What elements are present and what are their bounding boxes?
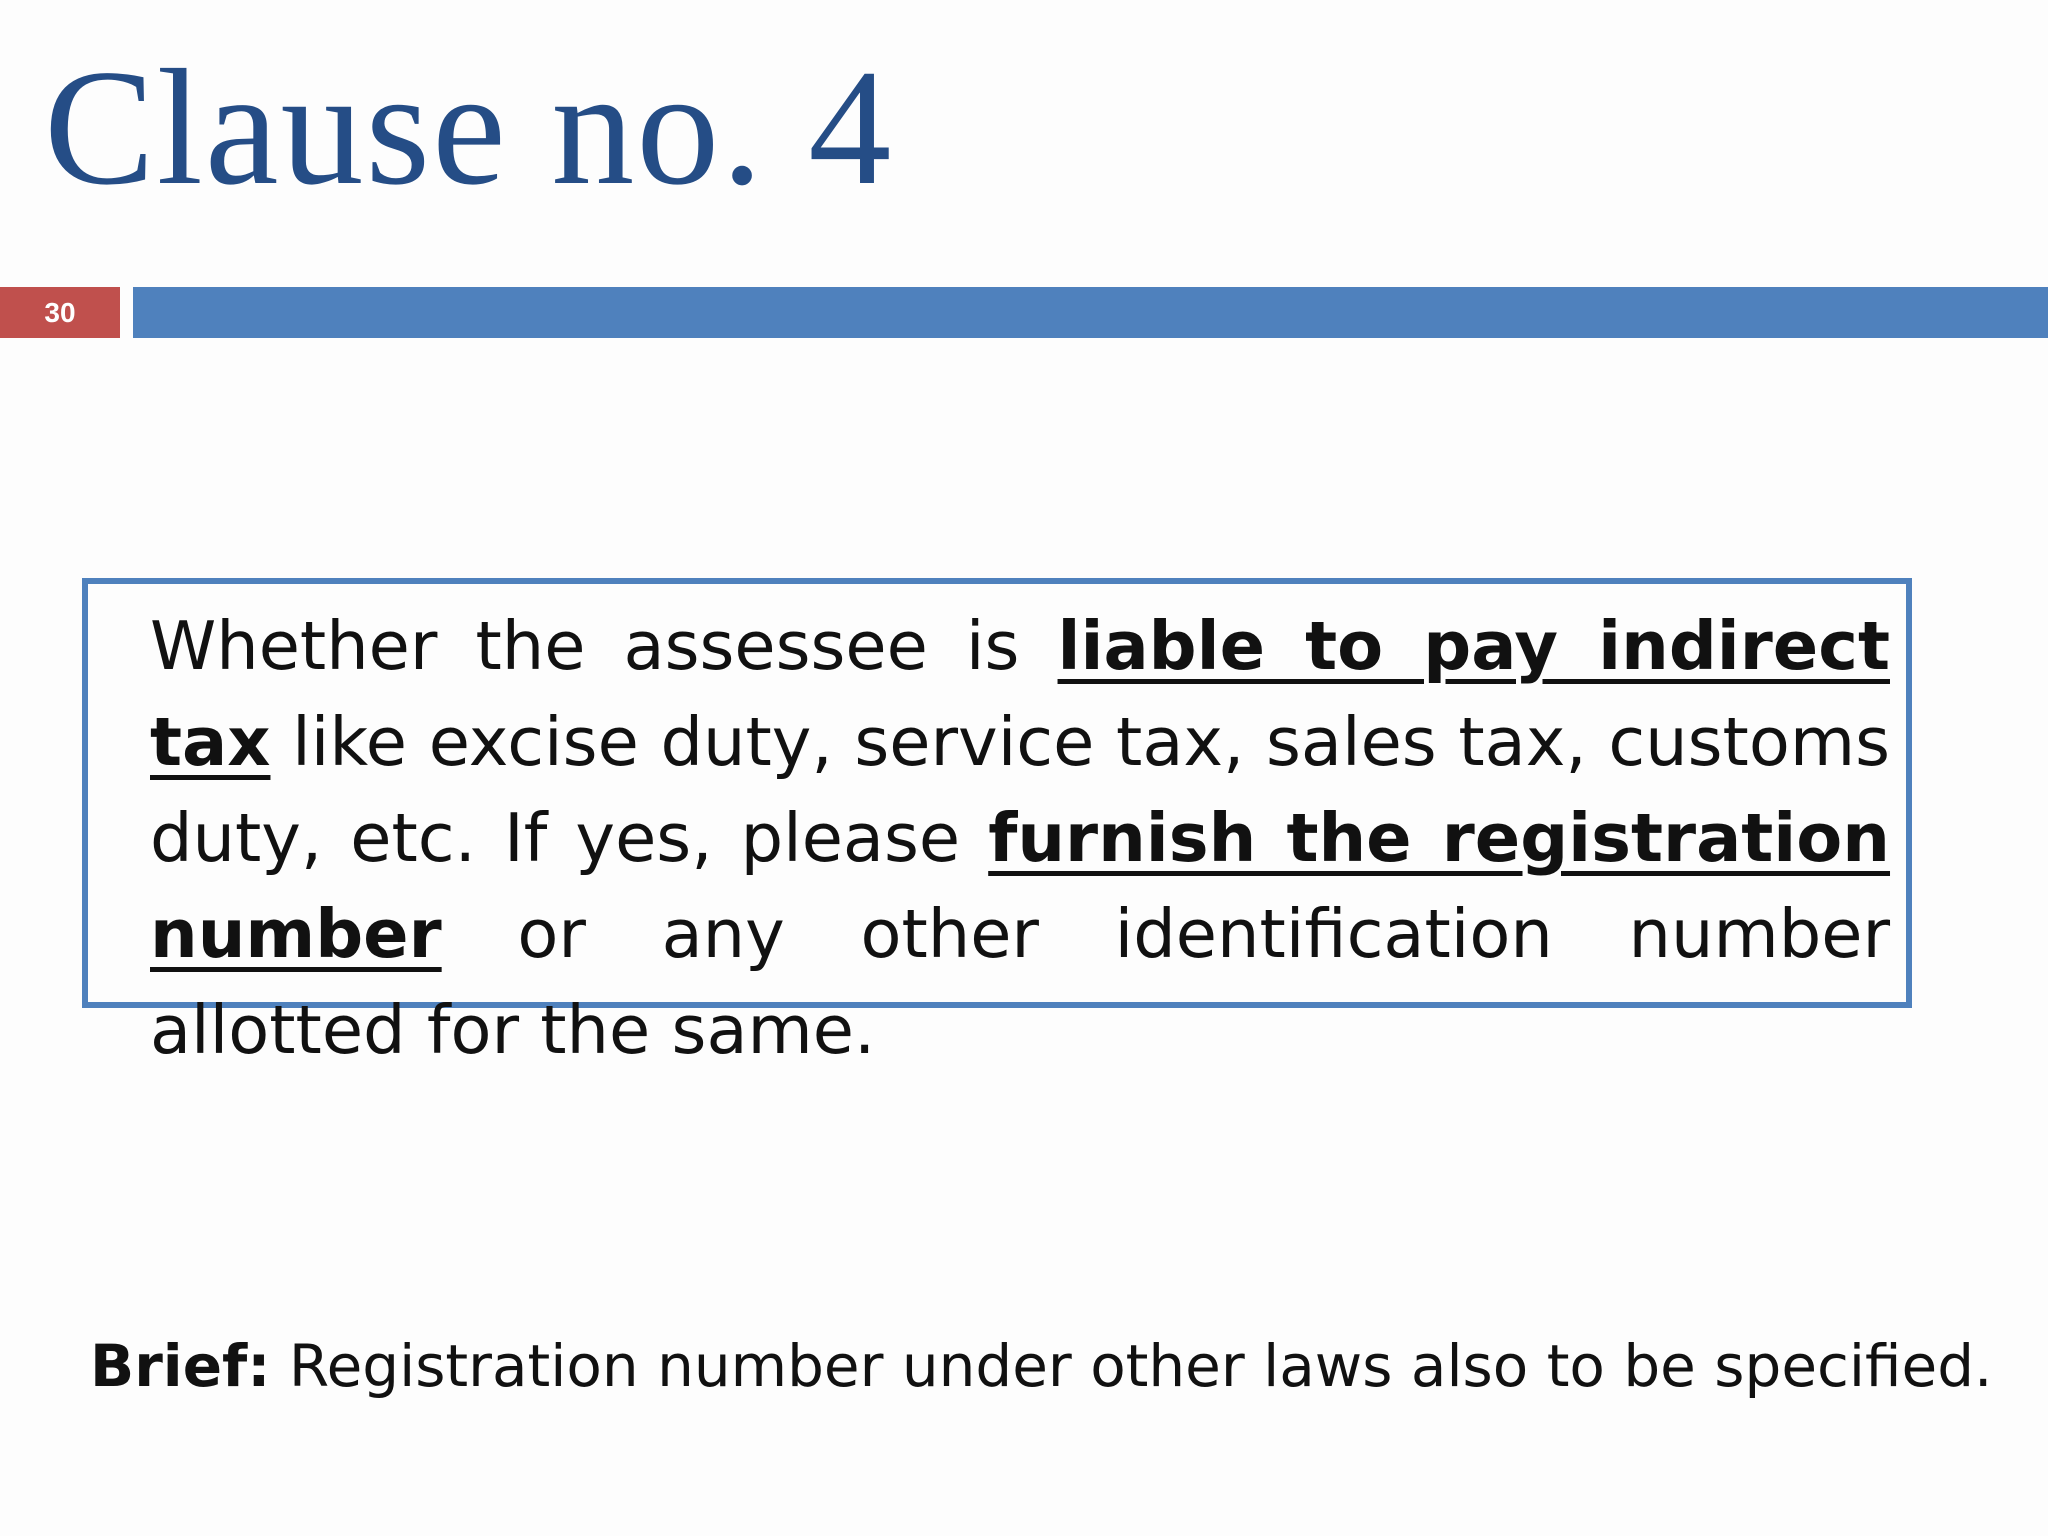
- page-number: 30: [44, 297, 76, 328]
- brief-text: Registration number under other laws also to be specified.: [270, 1332, 1993, 1400]
- brief-note: [90, 1330, 1993, 1402]
- clause-text-part-2: like excise duty, service tax, sales tax, customs duty, etc. If yes, please: [150, 703, 1890, 877]
- clause-emphasis-registration: furnish the registration number: [150, 799, 1891, 973]
- header-accent-bar: [133, 287, 2048, 338]
- clause-emphasis-liability: liable to pay indirect tax: [150, 607, 1890, 781]
- slide-title: Clause no. 4: [44, 35, 894, 219]
- clause-text-part-3: or any other identification number allotted for the same.: [150, 895, 1890, 1069]
- brief-label: Brief:: [90, 1332, 271, 1400]
- clause-text-box: [82, 578, 1912, 1069]
- clause-text-part-1: Whether the assessee is: [150, 607, 1058, 685]
- page-number-badge: [0, 287, 120, 338]
- clause-text: [150, 598, 1890, 1078]
